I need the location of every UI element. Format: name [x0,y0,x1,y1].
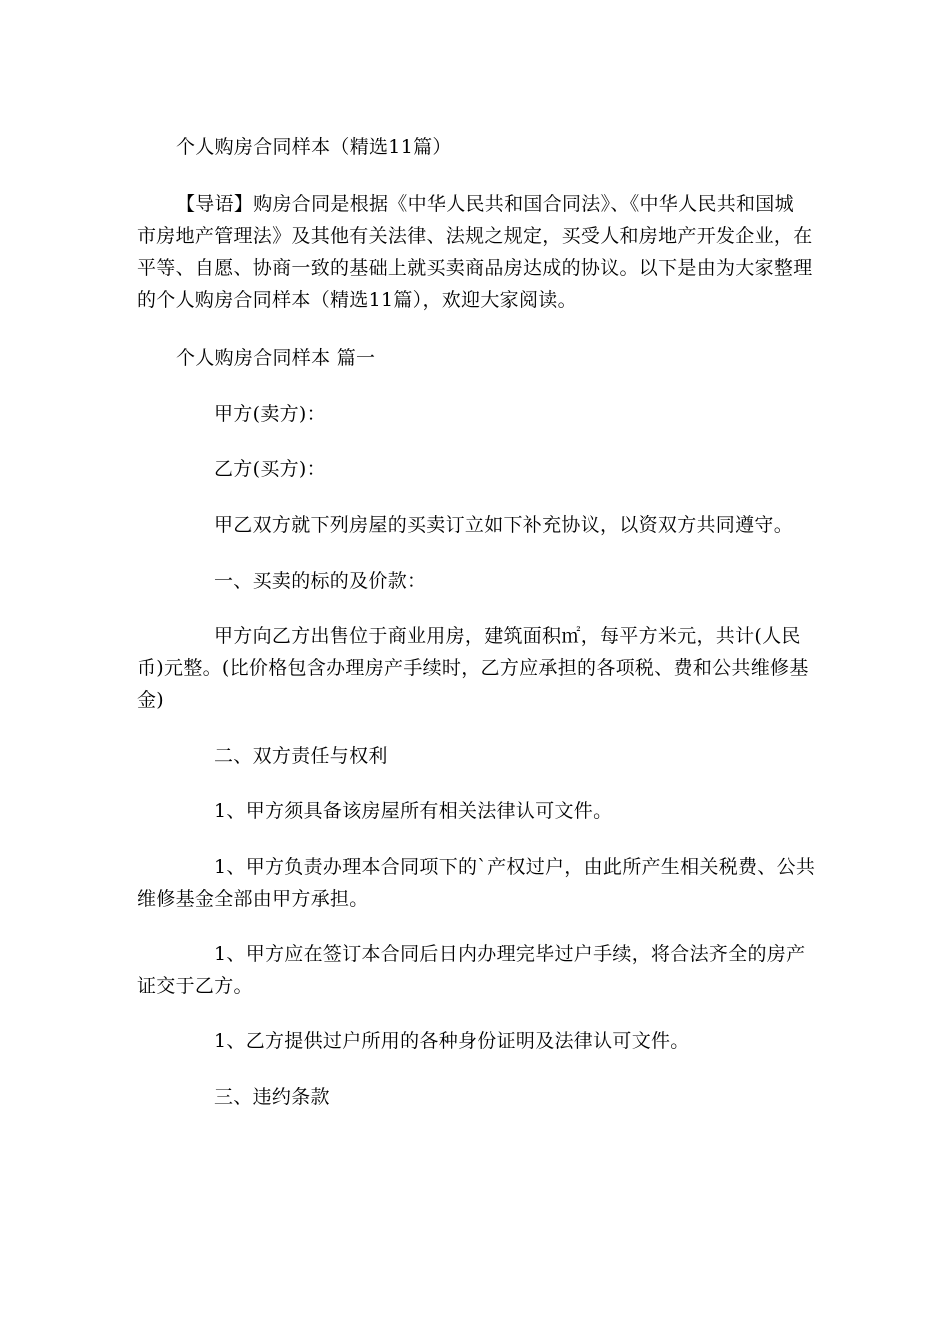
document-title: 个人购房合同样本（精选11篇） [176,136,452,158]
clause-3-heading: 三、违约条款 [214,1086,330,1108]
clause-1-line-2: 币)元整。(比价格包含办理房产手续时，乙方应承担的各项税、费和公共维修基 [137,657,809,679]
clause-1-line-1: 甲方向乙方出售位于商业用房，建筑面积㎡，每平方米元，共计(人民 [214,625,801,647]
clause-1-line-3: 金) [137,689,165,711]
clause-2-item-2 [137,851,817,915]
intro-line-2: 市房地产管理法》及其他有关法律、法规之规定，买受人和房地产开发企业，在 [137,225,813,247]
clause-2-heading: 二、双方责任与权利 [214,745,388,767]
item-2-line-1: 1、甲方负责办理本合同项下的`产权过户，由此所产生相关税费、公共 [214,856,816,878]
item-3-line-2: 证交于乙方。 [137,975,253,997]
item-2-line-2: 维修基金全部由甲方承担。 [137,888,369,910]
party-a-label: 甲方(卖方)： [214,403,326,425]
intro-line-3: 平等、自愿、协商一致的基础上就买卖商品房达成的协议。以下是由为大家整理 [137,257,813,279]
agreement-intro: 甲乙双方就下列房屋的买卖订立如下补充协议，以资双方共同遵守。 [214,514,794,536]
intro-line-4: 的个人购房合同样本（精选11篇），欢迎大家阅读。 [137,289,577,311]
intro-line-1: 【导语】购房合同是根据《中华人民共和国合同法》、《中华人民共和国城 [176,193,794,215]
intro-paragraph [137,188,817,316]
section-heading: 个人购房合同样本 篇一 [176,347,376,369]
clause-1-heading: 一、买卖的标的及价款： [214,570,427,592]
party-b-label: 乙方(买方)： [214,458,326,480]
clause-2-item-4: 1、乙方提供过户所用的各种身份证明及法律认可文件。 [214,1030,690,1052]
clause-1-paragraph [137,620,817,716]
clause-2-item-1: 1、甲方须具备该房屋所有相关法律认可文件。 [214,800,613,822]
item-3-line-1: 1、甲方应在签订本合同后日内办理完毕过户手续，将合法齐全的房产 [214,943,806,965]
clause-2-item-3 [137,938,817,1002]
